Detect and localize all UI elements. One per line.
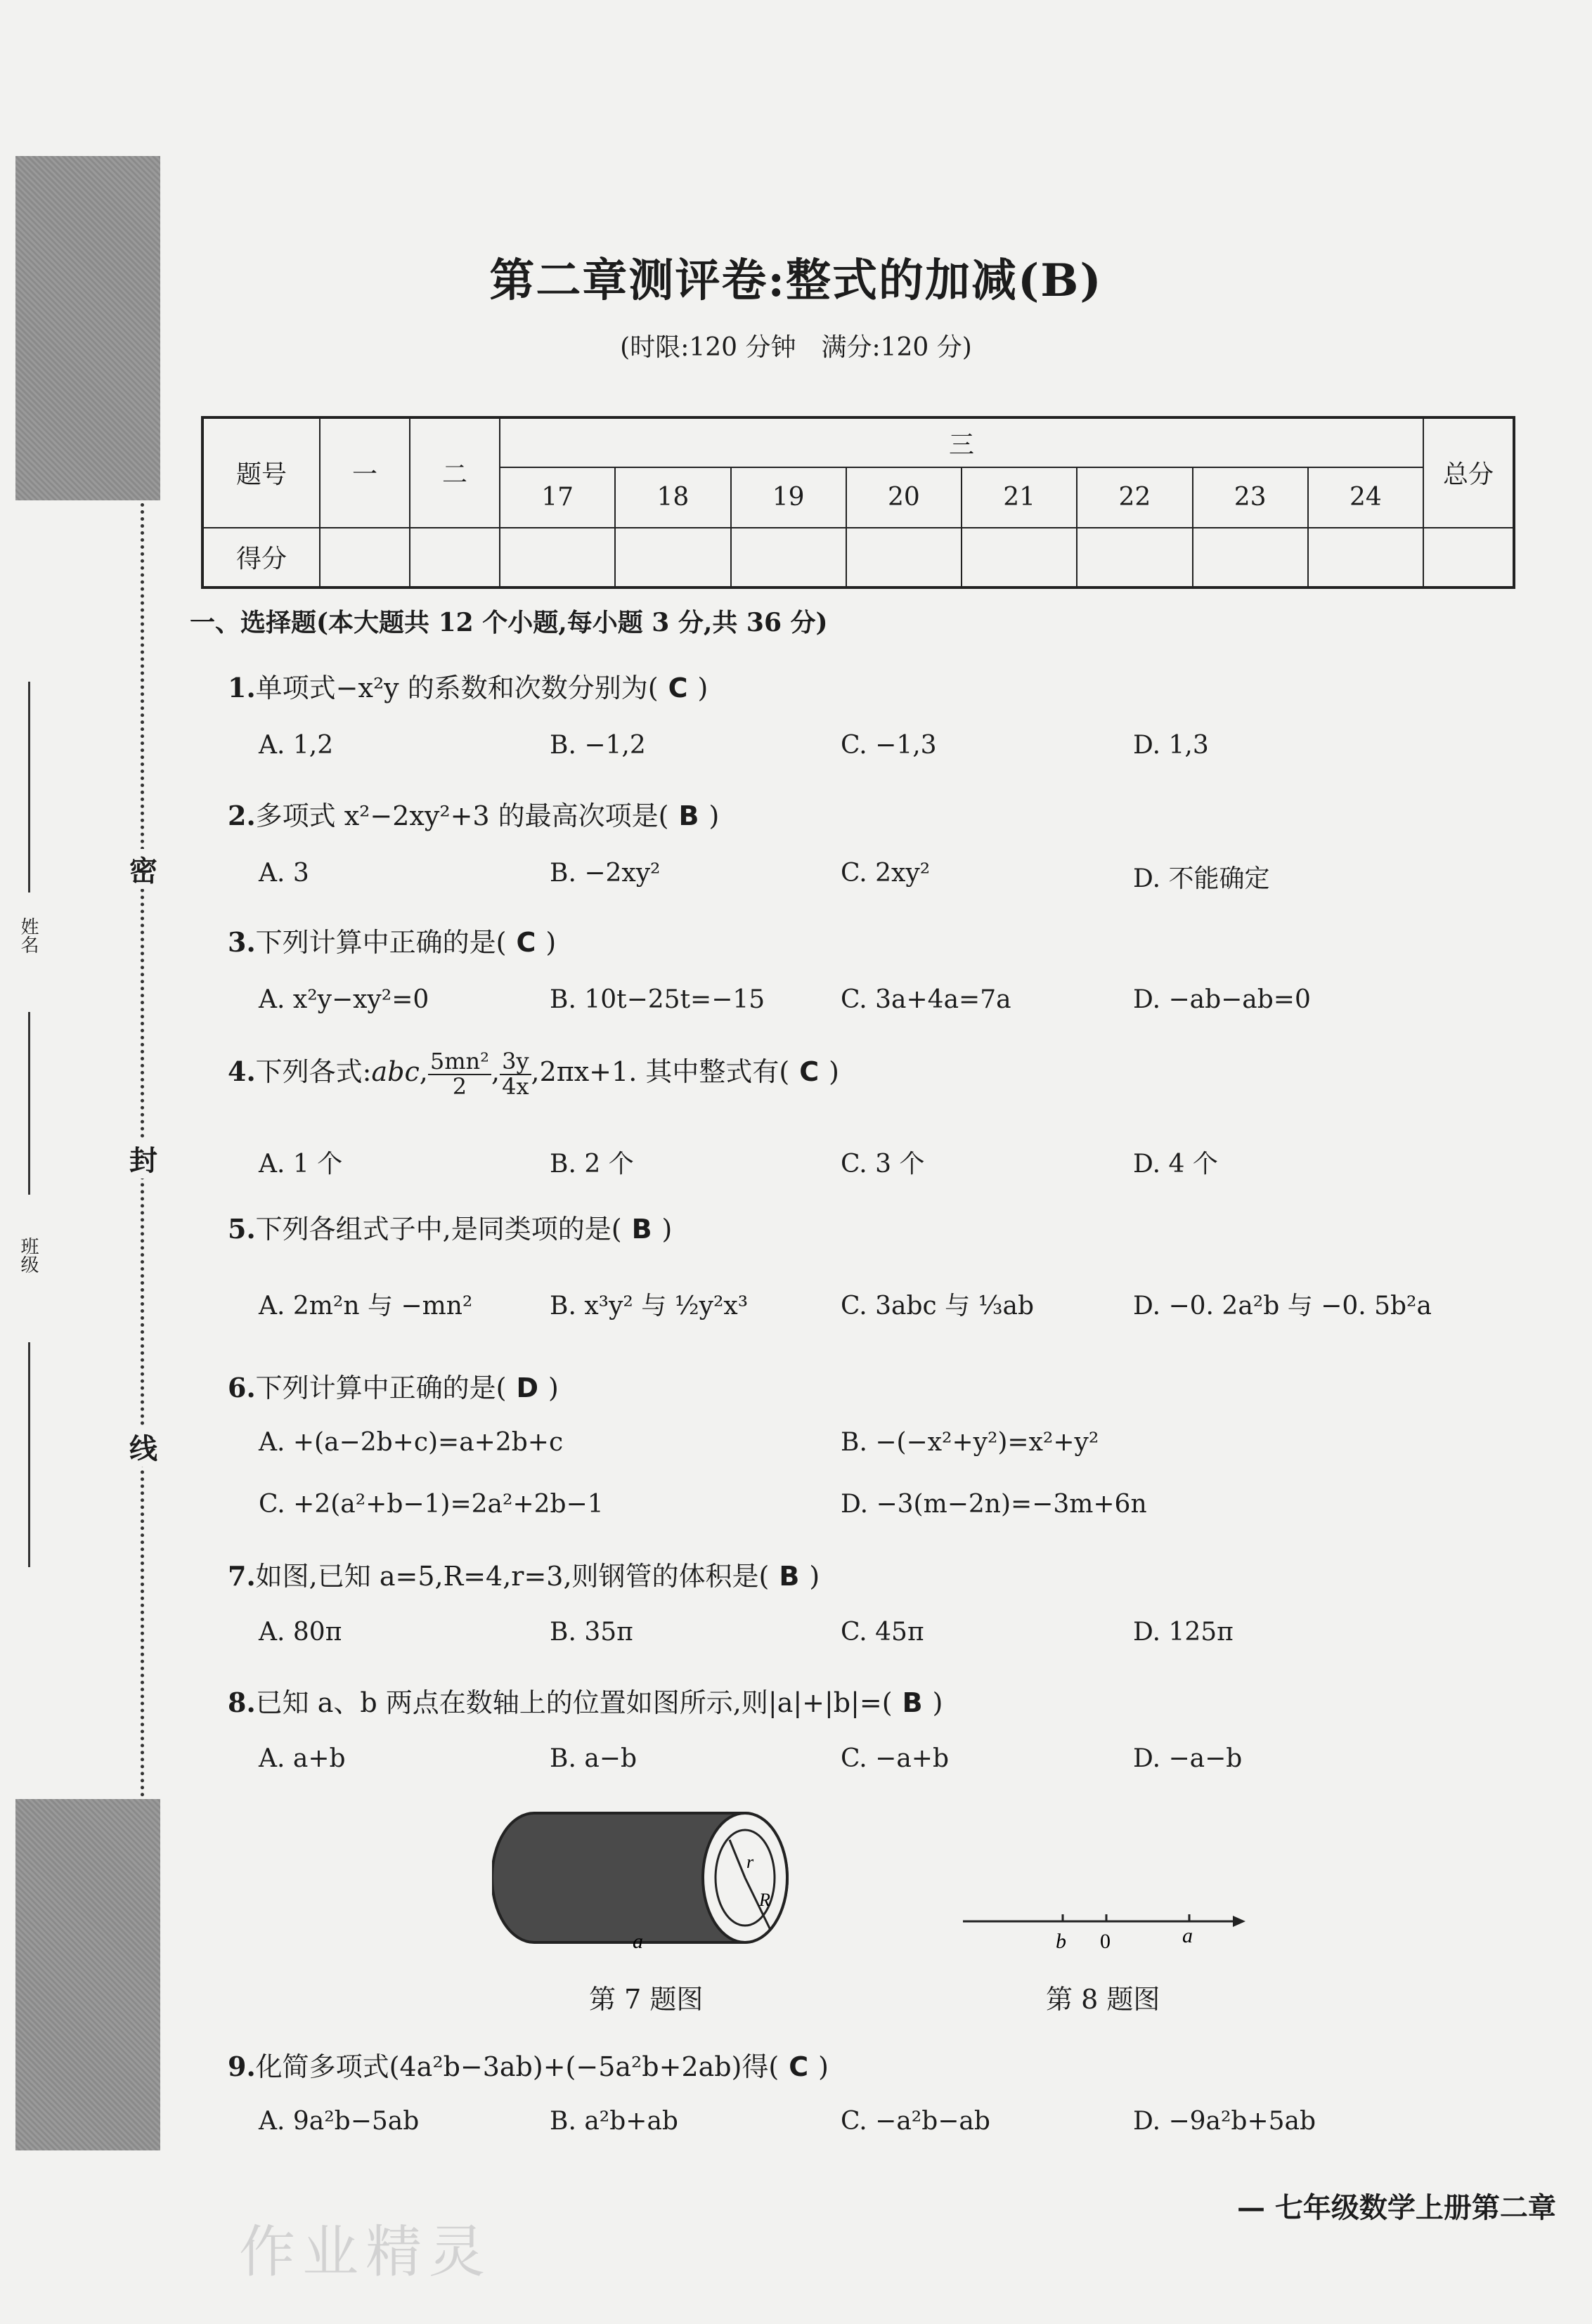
figure-8-caption: 第 8 题图 xyxy=(1046,1984,1160,2015)
option: B. a−b xyxy=(550,1744,638,1773)
question-text: 下列计算中正确的是( xyxy=(255,927,507,958)
fraction-numerator: 5mn² xyxy=(428,1050,491,1075)
option: A. 2m²n 与 −mn² xyxy=(259,1292,473,1320)
question-2 xyxy=(228,794,719,833)
axis-arrow xyxy=(1233,1916,1245,1927)
option: B. 35π xyxy=(550,1618,633,1647)
margin-gray-block-bottom xyxy=(15,1799,160,2150)
figure-7-caption: 第 7 题图 xyxy=(589,1984,704,2015)
question-8 xyxy=(228,1681,943,1720)
score-table xyxy=(201,416,1515,589)
option: D. 4 个 xyxy=(1133,1150,1218,1179)
option: C. −a+b xyxy=(841,1744,949,1773)
label-a: a xyxy=(633,1930,643,1953)
close-paren: ) xyxy=(708,800,720,831)
question-9 xyxy=(228,2045,829,2084)
score-cell[interactable] xyxy=(615,528,730,588)
fraction-1 xyxy=(428,1050,491,1098)
score-table-sub-col: 19 xyxy=(731,467,846,527)
seal-char-feng: 封 xyxy=(129,1138,157,1179)
figure-7-pipe xyxy=(492,1799,801,1954)
option: B. −(−x²+y²)=x²+y² xyxy=(841,1428,1099,1457)
class-line xyxy=(28,1342,30,1567)
close-paren: ) xyxy=(548,1372,559,1403)
expr-abc: abc xyxy=(371,1056,420,1088)
score-cell[interactable] xyxy=(1423,528,1514,588)
option: B. 2 个 xyxy=(550,1150,634,1179)
answer-mark: C xyxy=(516,927,536,958)
score-table-header-label: 题号 xyxy=(202,417,320,528)
answer-mark: B xyxy=(631,1214,652,1245)
question-3 xyxy=(228,921,556,959)
option: B. −1,2 xyxy=(550,731,646,760)
page-subtitle: (时限:120 分钟 满分:120 分) xyxy=(620,333,972,362)
option: A. 1 个 xyxy=(259,1150,343,1179)
score-table-sub-col: 20 xyxy=(846,467,962,527)
option: A. 1,2 xyxy=(259,731,334,760)
answer-mark: C xyxy=(789,2051,809,2082)
option: D. −ab−ab=0 xyxy=(1133,985,1311,1014)
option: A. x²y−xy²=0 xyxy=(259,985,429,1014)
watermark: 作业精灵 xyxy=(239,2219,492,2285)
fraction-denominator: 4x xyxy=(502,1072,529,1100)
score-cell[interactable] xyxy=(410,528,500,588)
name-label: 姓名 xyxy=(18,917,39,954)
label-r: r xyxy=(746,1852,754,1872)
option: B. a²b+ab xyxy=(550,2107,678,2136)
option: C. 2xy² xyxy=(841,859,931,888)
question-number: 7. xyxy=(228,1560,256,1592)
score-cell[interactable] xyxy=(1077,528,1192,588)
answer-mark: D xyxy=(516,1372,539,1403)
answer-mark: C xyxy=(668,673,688,703)
question-text: 如图,已知 a=5,R=4,r=3,则钢管的体积是( xyxy=(255,1561,770,1592)
section-heading: 一、选择题(本大题共 12 个小题,每小题 3 分,共 36 分) xyxy=(190,608,828,637)
question-text: 下列各组式子中,是同类项的是( xyxy=(255,1214,622,1245)
question-text: 多项式 x²−2xy²+3 的最高次项是( xyxy=(255,800,669,831)
question-text: 下列各式: xyxy=(255,1056,372,1088)
score-table-sub-col: 18 xyxy=(615,467,730,527)
close-paren: ) xyxy=(697,673,708,703)
option: C. 3abc 与 ⅓ab xyxy=(841,1292,1035,1320)
score-cell[interactable] xyxy=(320,528,410,588)
option: A. 80π xyxy=(259,1618,342,1647)
fraction-numerator: 3y xyxy=(500,1050,531,1075)
close-paren: ) xyxy=(809,1561,820,1592)
option: C. 45π xyxy=(841,1618,924,1647)
page-footer: — 七年级数学上册第二章 xyxy=(1237,2191,1556,2224)
question-number: 3. xyxy=(228,926,256,958)
score-cell[interactable] xyxy=(846,528,962,588)
score-cell[interactable] xyxy=(1193,528,1308,588)
answer-mark: B xyxy=(902,1687,923,1718)
option: D. −3(m−2n)=−3m+6n xyxy=(841,1490,1147,1519)
fraction-2 xyxy=(500,1050,531,1098)
question-number: 5. xyxy=(228,1213,256,1245)
score-table-total: 总分 xyxy=(1423,417,1514,528)
question-number: 6. xyxy=(228,1372,256,1403)
score-cell[interactable] xyxy=(500,528,615,588)
question-6 xyxy=(228,1366,559,1405)
tick-label-zero: 0 xyxy=(1100,1930,1111,1953)
question-text: 下列计算中正确的是( xyxy=(255,1372,507,1403)
close-paren: ) xyxy=(818,2051,829,2082)
score-cell[interactable] xyxy=(962,528,1077,588)
name-line-lower xyxy=(28,1012,30,1195)
score-table-col-3: 三 xyxy=(500,417,1423,467)
option: C. −1,3 xyxy=(841,731,937,760)
option: A. +(a−2b+c)=a+2b+c xyxy=(259,1428,564,1457)
score-table-col-1: 一 xyxy=(320,417,410,528)
question-number: 8. xyxy=(228,1687,256,1718)
option: D. 125π xyxy=(1133,1618,1234,1647)
question-text: 化简多项式(4a²b−3ab)+(−5a²b+2ab)得( xyxy=(255,2051,779,2082)
question-number: 1. xyxy=(228,672,256,703)
score-table-sub-col: 24 xyxy=(1308,467,1423,527)
score-table-col-2: 二 xyxy=(410,417,500,528)
close-paren: ) xyxy=(661,1214,673,1245)
answer-mark: B xyxy=(779,1561,800,1592)
figure-8-number-line xyxy=(956,1897,1251,1961)
option: C. −a²b−ab xyxy=(841,2107,990,2136)
option: D. −a−b xyxy=(1133,1744,1243,1773)
question-5 xyxy=(228,1207,672,1246)
question-1 xyxy=(228,666,708,705)
seal-char-mi: 密 xyxy=(129,849,157,889)
option: D. −9a²b+5ab xyxy=(1133,2107,1316,2136)
option: D. 1,3 xyxy=(1133,731,1209,760)
option: C. 3 个 xyxy=(841,1150,925,1179)
score-table-sub-col: 22 xyxy=(1077,467,1192,527)
option: A. a+b xyxy=(259,1744,346,1773)
question-number: 4. xyxy=(228,1056,256,1088)
question-number: 2. xyxy=(228,800,256,831)
option: B. 10t−25t=−15 xyxy=(550,985,765,1014)
question-4: 4.下列各式:abc, $\frac{\text{5mn²}}{2}$ , $\frac{3y}{4x}$ ,2πx+1. 其中整式有( C ) xyxy=(228,1048,839,1100)
page-title: 第二章测评卷:整式的加减(B) xyxy=(489,254,1103,307)
question-text: 已知 a、b 两点在数轴上的位置如图所示,则|a|+|b|=( xyxy=(255,1687,893,1718)
answer-mark: B xyxy=(678,800,699,831)
seal-char-xian: 线 xyxy=(129,1427,157,1467)
option: A. 3 xyxy=(259,859,309,888)
score-table-sub-col: 17 xyxy=(500,467,615,527)
option: B. −2xy² xyxy=(550,859,661,888)
close-paren: ) xyxy=(545,927,557,958)
score-cell[interactable] xyxy=(1308,528,1423,588)
question-number: 9. xyxy=(228,2051,256,2082)
question-text: 单项式−x²y 的系数和次数分别为( xyxy=(255,673,659,703)
answer-mark: C xyxy=(799,1056,820,1088)
option: D. 不能确定 xyxy=(1133,864,1270,893)
score-table-sub-col: 23 xyxy=(1193,467,1308,527)
option: A. 9a²b−5ab xyxy=(259,2107,420,2136)
option: C. +2(a²+b−1)=2a²+2b−1 xyxy=(259,1490,604,1519)
class-label: 班级 xyxy=(18,1237,39,1273)
score-table-score-label: 得分 xyxy=(202,528,320,588)
score-cell[interactable] xyxy=(731,528,846,588)
name-line-upper xyxy=(28,682,30,892)
tick-label-b: b xyxy=(1056,1930,1066,1953)
close-paren: ) xyxy=(829,1056,839,1088)
option: B. x³y² 与 ½y²x³ xyxy=(550,1292,749,1320)
tick-label-a: a xyxy=(1182,1924,1193,1947)
question-7 xyxy=(228,1554,820,1593)
fraction-denominator: 2 xyxy=(452,1072,467,1100)
score-table-sub-col: 21 xyxy=(962,467,1077,527)
option: C. 3a+4a=7a xyxy=(841,985,1011,1014)
question-text-suffix: ,2πx+1. 其中整式有( xyxy=(531,1056,790,1088)
option: D. −0. 2a²b 与 −0. 5b²a xyxy=(1133,1292,1432,1320)
close-paren: ) xyxy=(932,1687,943,1718)
label-R: R xyxy=(759,1890,770,1910)
